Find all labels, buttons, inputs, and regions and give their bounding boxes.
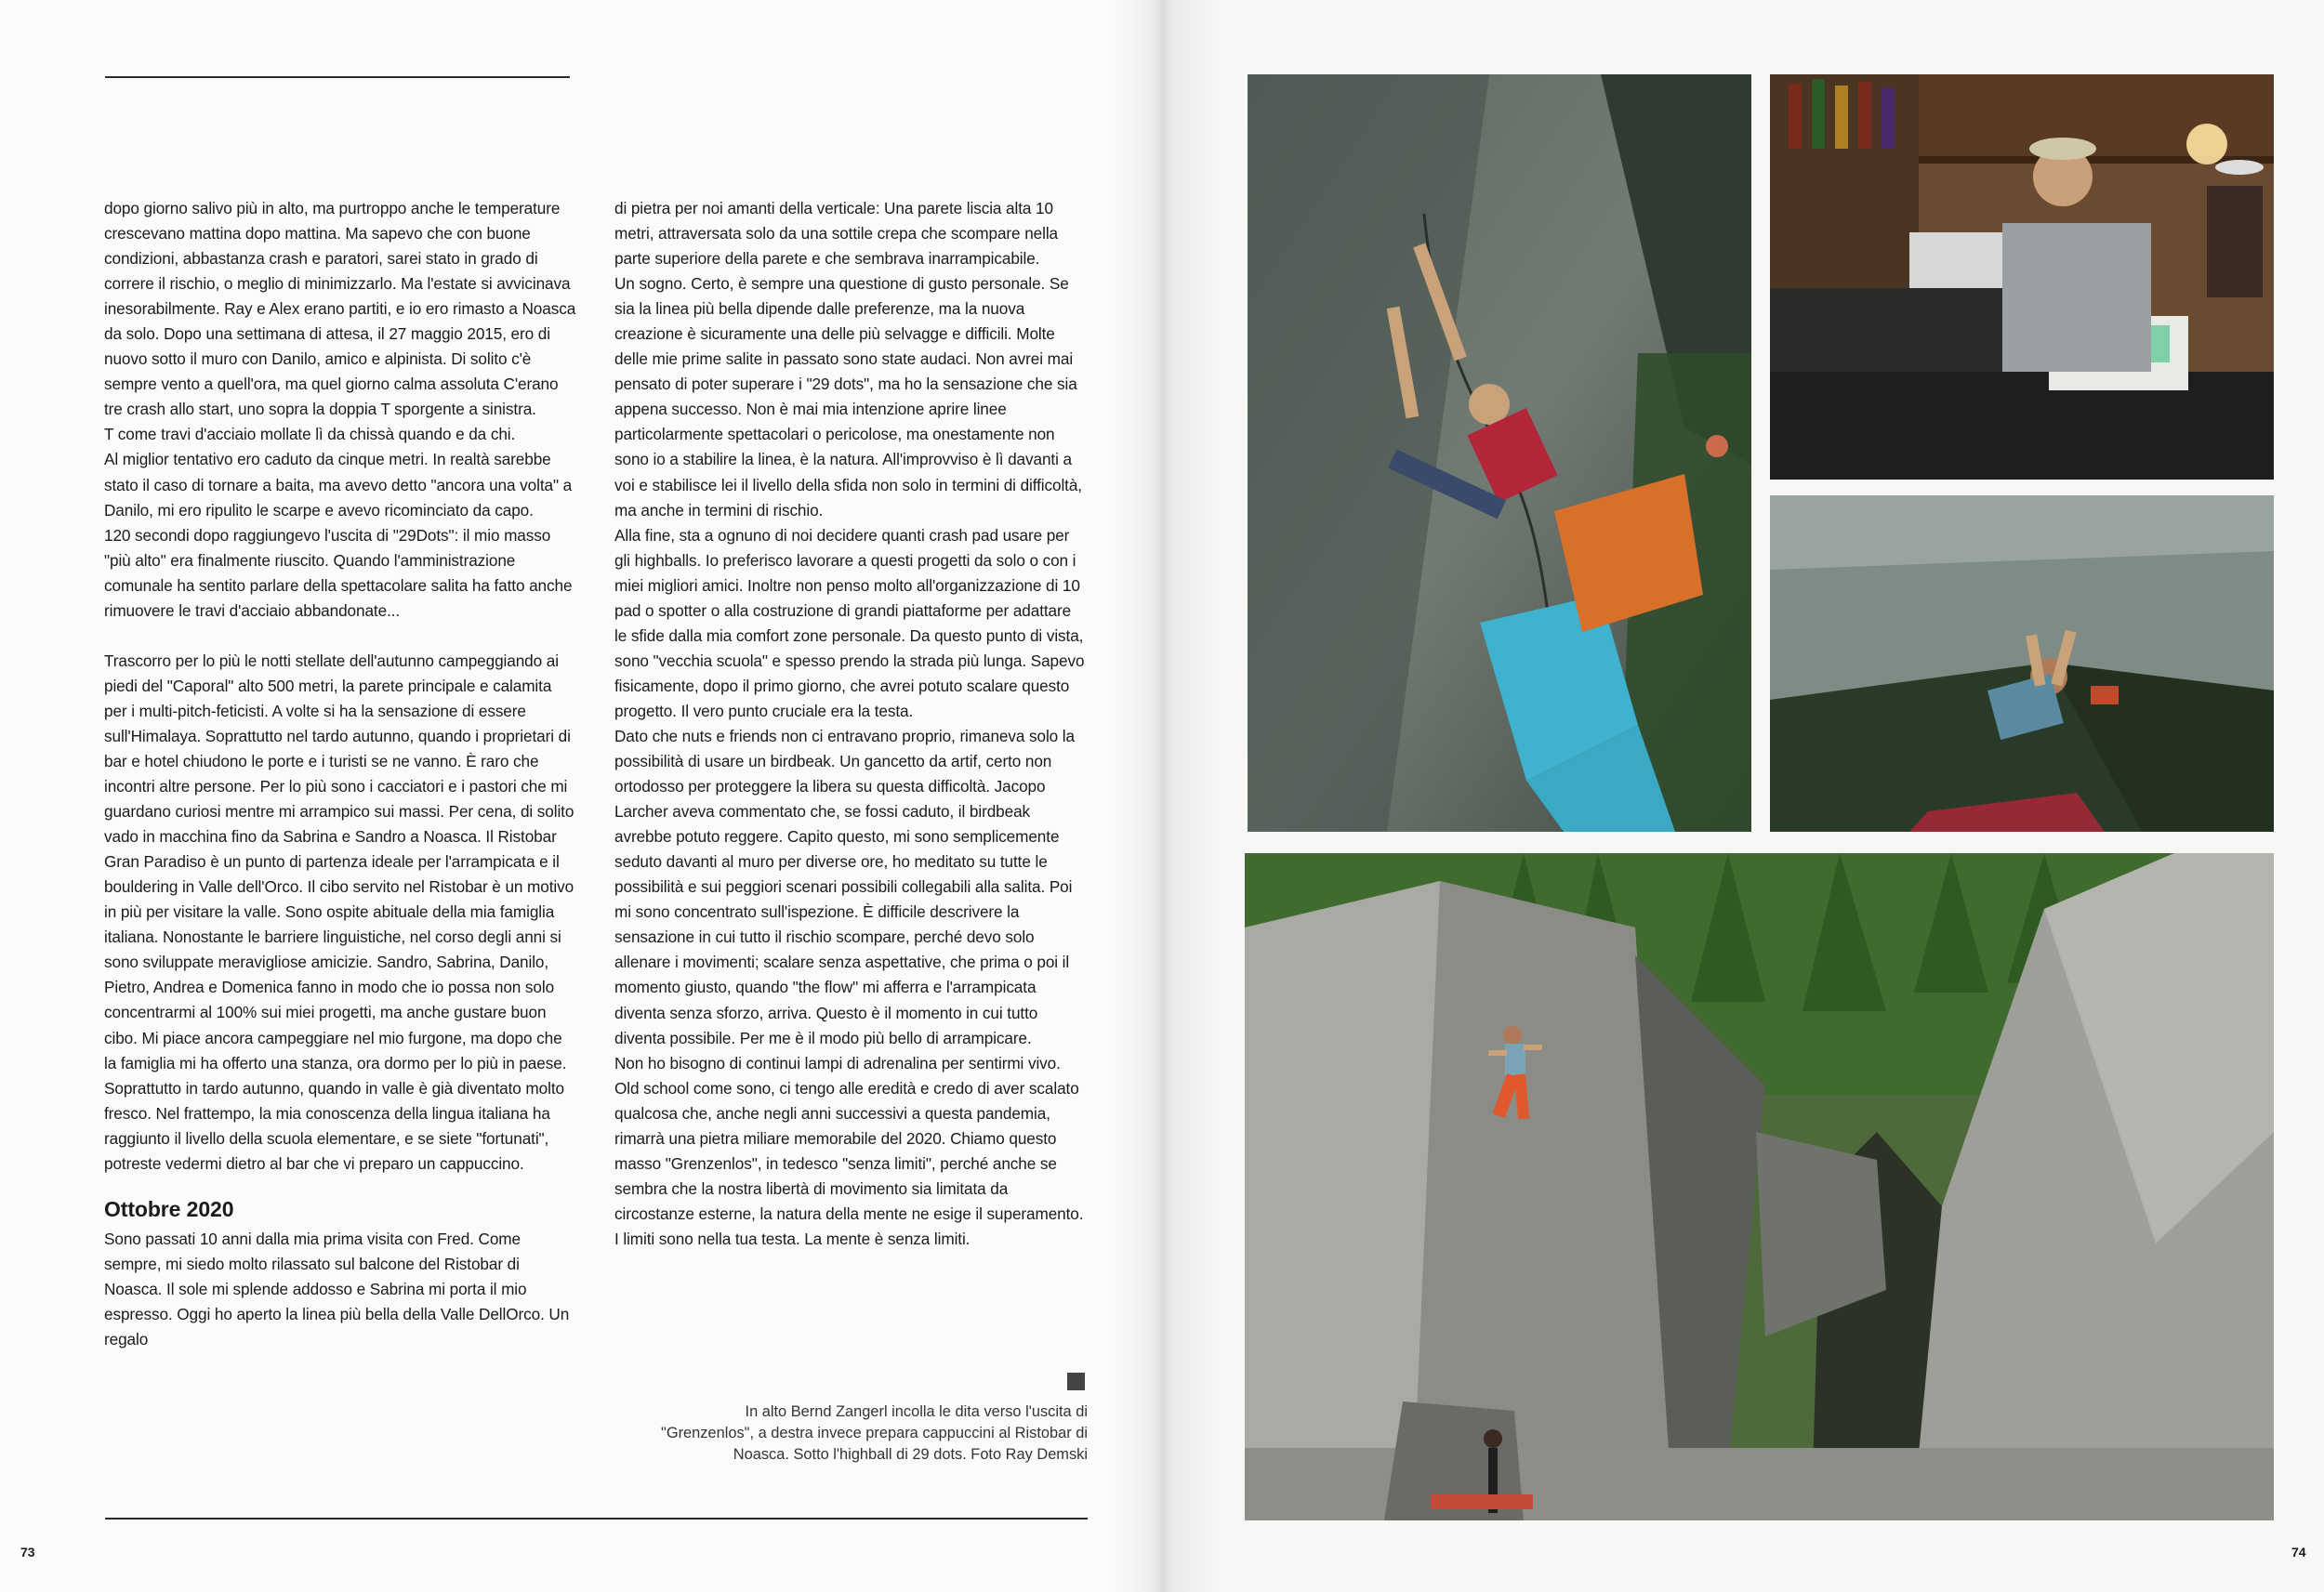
section-heading: Ottobre 2020 [104, 1196, 234, 1221]
photo-climber-roof-boulder [1770, 495, 2274, 832]
paragraph: Non ho bisogno di continui lampi di adrenalina per sentirmi vivo. Old school come sono, ci tengo alle eredità e credo di aver scalato qualcosa che, anche negli anni successivi a questa pandemia, rimarrà una pietra miliare memorabile del 2020. Chiamo questo masso "Grenzenlos", in tedesco "senza limiti", perché anche se sembra che la nostra libertà di movimento sia limitata da circostanze esterne, la natura della mente ne esige il superamento. [614, 1053, 1084, 1223]
photo-highball-29-dots [1245, 853, 2274, 1520]
paragraph: Alla fine, sta a ognuno di noi decidere quanti crash pad usare per gli highballs. Io preferisco lavorare a questi progetti da solo o con i miei migliori amici. Inoltre non penso molto all'organizzazione di 10 pad o spotter o alla costruzione di grandi piattaforme per adattare le sfide dalla mia comfort zone personale. Da questo punto di vista, sono "vecchia scuola" e spesso prendo la strada più lunga. Sapevo fisicamente, dopo il primo giorno, che avrei potuto scalare questo progetto. Il vero punto cruciale era la testa. [614, 525, 1085, 720]
spine-shadow [1106, 0, 1218, 1592]
photo-climber-crack-grenzenlos [1248, 74, 1751, 832]
bottom-rule [105, 1518, 1088, 1520]
paragraph: Al miglior tentativo ero caduto da cinque metri. In realtà sarebbe stato il caso di tornare a baita, ma avevo detto "ancora una volta" a Danilo, mi ero ripulito le scarpe e avevo ricominciato da capo. [104, 450, 573, 520]
paragraph: Sono passati 10 anni dalla mia prima visita con Fred. Come sempre, mi siedo molto rilassato sul balcone del Ristobar di Noasca. Il sole mi splende addosso e Sabrina mi porta il mio espresso. Oggi ho aperto la linea più bella della Valle DellOrco. Un regalo [104, 1229, 570, 1349]
photo-barista-ristobar [1770, 74, 2274, 480]
paragraph: Un sogno. Certo, è sempre una questione di gusto personale. Se sia la linea più bella dipende dalle preferenze, ma la nuova creazione è sicuramente una delle più selvagge e difficili. Molte delle mie prime salite in passato sono state audaci. Non avrei mai pensato di poter superare i "29 dots", ma ho la sensazione che sia appena successo. Non è mai mia intenzione aprire linee particolarmente spettacolari o pericolose, ma onestamente non sono io a stabilire la linea, è la natura. All'improvviso è lì davanti a voi e stabilisce lei il livello della sfida non solo in termini di difficoltà, ma anche in termini di rischio. [614, 274, 1082, 520]
paragraph: I limiti sono nella tua testa. La mente è senza limiti. [614, 1229, 971, 1248]
end-mark-square [1067, 1373, 1085, 1390]
page-number-left: 73 [20, 1545, 35, 1559]
top-rule [105, 76, 570, 78]
right-page [1162, 0, 2324, 1592]
paragraph: Trascorro per lo più le notti stellate dell'autunno campeggiando ai piedi del "Caporal" alto 500 metri, la parete principale e calamita per i multi-pitch-feticisti. A volte si ha la sensazione di essere sull'Himalaya. Soprattutto nel tardo autunno, quando i proprietari di bar e hotel chiudono le porte e i turisti se ne vanno. È raro che incontri altre persone. Per lo più sono i cacciatori e i pastori che mi guardano curiosi mentre mi arrampico sui massi. Per cena, di solito vado in macchina fino da Sabrina e Sandro a Noasca. Il Ristobar Gran Paradiso è un punto di partenza ideale per l'arrampicata e il bouldering in Valle dell'Orco. Il cibo servito nel Ristobar è un motivo in più per visitare la valle. Sono ospite abituale della mia famiglia italiana. Nonostante le barriere linguistiche, nel corso degli anni si sono sviluppate meravigliose amicizie. Sandro, Sabrina, Danilo, Pietro, Andrea e Domenica fanno in modo che io possa non solo concentrarmi al 100% sui miei progetti, ma anche gustare buon cibo. Mi piace ancora campeggiare nel mio furgone, ma dopo che la famiglia mi ha offerto una stanza, ora dormo per lo più in paese. Soprattutto in tardo autunno, quando in valle è già diventato molto fresco. Nel frattempo, la mia conoscenza della lingua italiana ha raggiunto il livello della scuola elementare, e se siete "fortunati", potreste vedermi dietro al bar che vi preparo un cappuccino. [104, 651, 574, 1173]
paragraph: di pietra per noi amanti della verticale: Una parete liscia alta 10 metri, attraversata solo da una sottile crepa che scompare nella parte superiore della parete e che sembrava inarrampicabile. [614, 199, 1059, 269]
paragraph: Dato che nuts e friends non ci entravano proprio, rimaneva solo la possibilità di usare un birdbeak. Un gancetto da artif, certo non ortodosso per proteggere la libera su questa difficoltà. Jacopo Larcher aveva commentato che, se fossi caduto, il birdbeak avrebbe potuto reggere. Capito questo, mi sono semplicemente seduto davanti al muro per diverse ore, ho meditato su tutte le possibilità e sui peggiori scenari possibili collegabili alla salita. Poi mi sono concentrato sull'ispezione. È difficile descrivere la sensazione in cui tutto il rischio scompare, perché devo solo allenare i movimenti; scalare senza aspettative, che prima o poi il momento giusto, quando "the flow" mi afferra e l'arrampicata diventa senza sforzo, arriva. Questo è il momento in cui tutto diventa possibile. Per me è il modo più bello di arrampicare. [614, 726, 1075, 1047]
paragraph: dopo giorno salivo più in alto, ma purtroppo anche le temperature crescevano mattina dopo mattina. Ma sapevo che con buone condizioni, abbastanza crash e paratori, sarei stato in grado di correre il rischio, o meglio di minimizzarlo. Ma l'estate si avvicinava inesorabilmente. Ray e Alex erano partiti, e io ero rimasto a Noasca da solo. Dopo una settimana di attesa, il 27 maggio 2015, ero di nuovo sotto il muro con Danilo, amico e alpinista. Di solito c'è sempre vento a quell'ora, ma quel giorno calma assoluta C'erano tre crash allo start, uno sopra la doppia T sporgente a sinistra. [104, 199, 576, 419]
paragraph: T come travi d'acciaio mollate lì da chissà quando e da chi. [104, 425, 516, 444]
text-column-1 [104, 196, 578, 1352]
page-number-right: 74 [2291, 1545, 2306, 1559]
photo-caption: In alto Bernd Zangerl incolla le dita verso l'uscita di "Grenzenlos", a destra invece prepara cappuccini al Ristobar di Noasca. Sotto l'highball di 29 dots. Foto Ray Demski [661, 1403, 1088, 1463]
text-column-2 [614, 196, 1087, 1252]
paragraph: 120 secondi dopo raggiungevo l'uscita di "29Dots": il mio masso "più alto" era finalmente riuscito. Quando l'amministrazione comunale ha sentito parlare della spettacolare salita ha fatto anche rimuovere le travi d'acciaio abbandonate... [104, 525, 573, 620]
